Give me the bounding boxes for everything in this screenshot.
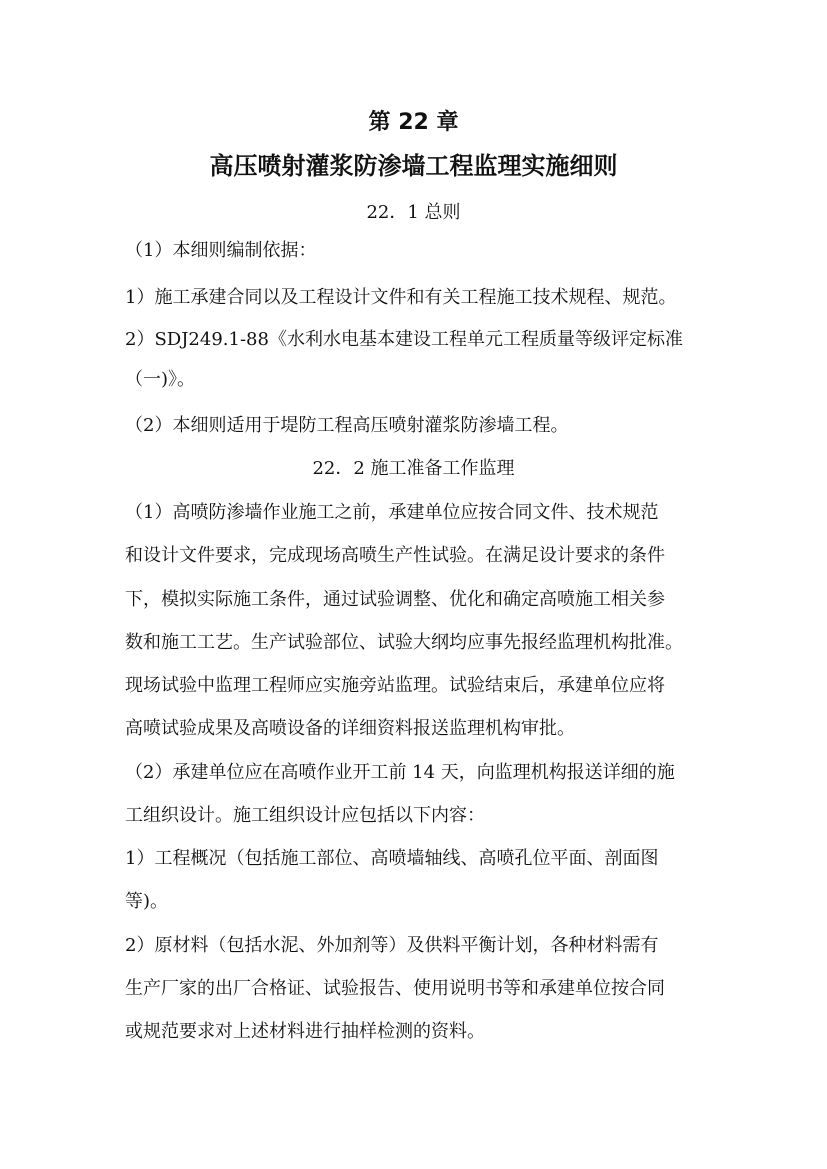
paragraph-line: 工组织设计。施工组织设计应包括以下内容： <box>125 805 485 826</box>
paragraph-line: （1）高喷防渗墙作业施工之前，承建单位应按合同文件、技术规范 <box>125 502 659 523</box>
paragraph-line: （2）本细则适用于堤防工程高压喷射灌浆防渗墙工程。 <box>125 415 569 436</box>
paragraph-line: 2）原材料（包括水泥、外加剂等）及供料平衡计划，各种材料需有 <box>125 935 659 956</box>
paragraph-line: 数和施工工艺。生产试验部位、试验大纲均应事先报经监理机构批准。 <box>125 632 683 653</box>
paragraph-line: 2）SDJ249.1-88《水利水电基本建设工程单元工程质量等级评定标准 <box>125 329 683 350</box>
paragraph-line: 等)。 <box>125 891 169 912</box>
paragraph-line: 生产厂家的出厂合格证、试验报告、使用说明书等和承建单位按合同 <box>125 978 665 999</box>
paragraph-line: 现场试验中监理工程师应实施旁站监理。试验结束后，承建单位应将 <box>125 675 665 696</box>
paragraph-line: （2）承建单位应在高喷作业开工前 14 天，向监理机构报送详细的施 <box>125 762 675 783</box>
paragraph-line: 1）工程概况（包括施工部位、高喷墙轴线、高喷孔位平面、剖面图 <box>125 848 659 869</box>
paragraph-line: （1）本细则编制依据： <box>125 240 317 261</box>
paragraph-line: 高喷试验成果及高喷设备的详细资料报送监理机构审批。 <box>125 718 575 739</box>
section-heading-preparation: 22．2 施工准备工作监理 <box>312 458 515 479</box>
paragraph-line: 1）施工承建合同以及工程设计文件和有关工程施工技术规程、规范。 <box>125 287 677 308</box>
paragraph-line: 下，模拟实际施工条件，通过试验调整、优化和确定高喷施工相关参 <box>125 589 665 610</box>
paragraph-line: 或规范要求对上述材料进行抽样检测的资料。 <box>125 1021 485 1042</box>
paragraph-line: （一)》。 <box>125 369 196 390</box>
document-title: 高压喷射灌浆防渗墙工程监理实施细则 <box>209 152 618 180</box>
section-heading-general: 22．1 总则 <box>366 202 461 223</box>
chapter-heading: 第 22 章 <box>368 110 459 135</box>
paragraph-line: 和设计文件要求，完成现场高喷生产性试验。在满足设计要求的条件 <box>125 545 665 566</box>
